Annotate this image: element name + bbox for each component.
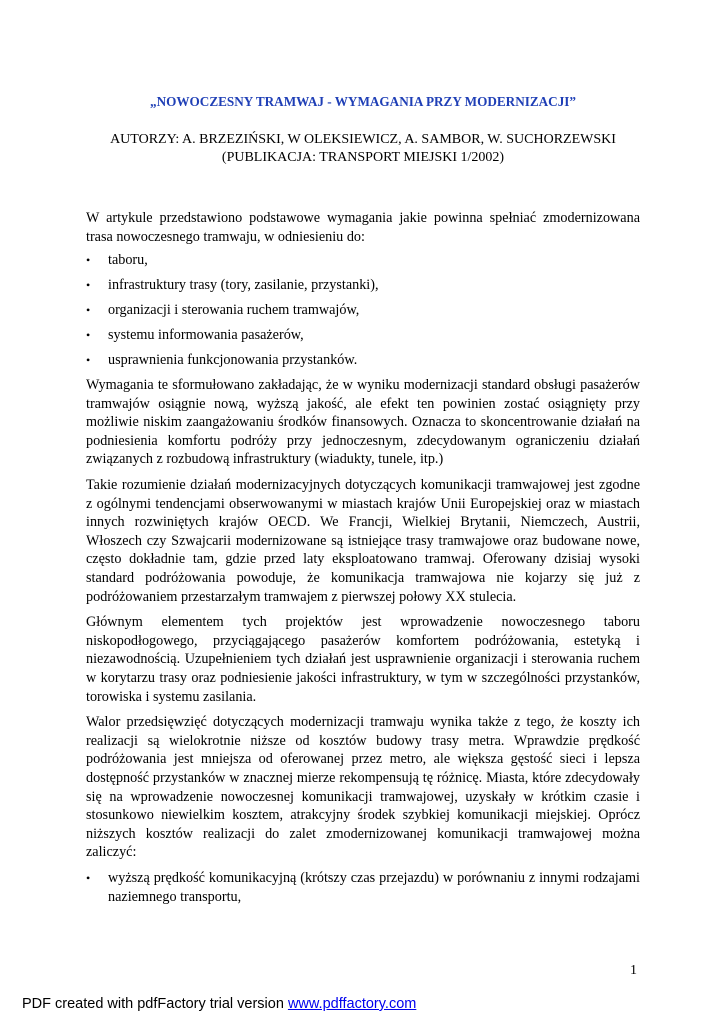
bullet-icon: • bbox=[86, 253, 91, 268]
authors-block bbox=[86, 131, 640, 167]
publication-line: (PUBLIKACJA: TRANSPORT MIEJSKI 1/2002) bbox=[221, 150, 505, 165]
list-item bbox=[86, 276, 640, 295]
bullet-icon: • bbox=[86, 278, 91, 293]
paragraph: Walor przedsięwzięć dotyczących modernizacji tramwaju wynika także z tego, że koszty ich realizacji są wielokrotnie niższe od kosztów budowy trasy metra. Wprawdzie prędkość podróżowania jest mniejsza od oferowanej przez metro, ale większa gęstość sieci i lepsza dostępność przystanków w znacznej mierze rekompensują tę różnicę. Miasta, które zdecydowały się na wprowadzenie nowoczesnej komunikacji tramwajowej, uzyskały w krótkim czasie i stosunkowo niewielkim kosztem, atrakcyjny środek szybkiej komunikacji miejskiej. Oprócz niższych kosztów realizacji do zalet zmodernizowanej komunikacji tramwajowej można zaliczyć: bbox=[86, 714, 640, 861]
list-item bbox=[86, 351, 640, 370]
list-item bbox=[86, 326, 640, 345]
paragraph: Głównym elementem tych projektów jest wprowadzenie nowoczesnego taboru niskopodłogowego, przyciągającego pasażerów komfortem podróżowania, estetyką i niezawodnością. Uzupełnieniem tych działań jest usprawnienie organizacji i sterowania ruchem w korytarzu trasy oraz podniesienie jakości infrastruktury, w tym w szczególności przystanków, torowiska i systemu zasilania. bbox=[86, 614, 640, 705]
paragraph: Wymagania te sformułowano zakładając, że w wyniku modernizacji standard obsługi pasażerów tramwajów osiągnie nową, wyższą jakość, ale efekt ten powinien zostać osiągnięty przy możliwie niskim zaangażowaniu środków finansowych. Oznacza to skoncentrowanie działań na podniesienia komfortu podróży przy jednoczesnym, zdecydowanym ograniczeniu działań związanych z rozbudową infrastruktury (wiadukty, tunele, itp.) bbox=[86, 377, 640, 468]
list-item-text: systemu informowania pasażerów, bbox=[108, 327, 304, 344]
document-title: „NOWOCZESNY TRAMWAJ - WYMAGANIA PRZY MODERNIZACJI” bbox=[149, 94, 577, 109]
list-item-text: taboru, bbox=[108, 252, 148, 269]
requirements-list bbox=[86, 251, 640, 370]
bullet-icon: • bbox=[86, 870, 91, 885]
list-item bbox=[86, 251, 640, 270]
list-item bbox=[86, 301, 640, 320]
authors-line: AUTORZY: A. BRZEZIŃSKI, W OLEKSIEWICZ, A. SAMBOR, W. SUCHORZEWSKI bbox=[110, 132, 616, 147]
footer-text: PDF created with pdfFactory trial version bbox=[22, 996, 288, 1012]
list-item-text: wyższą prędkość komunikacyjną (krótszy czas przejazdu) w porównaniu z innymi rodzajami naziemnego transportu, bbox=[108, 869, 640, 905]
page-number: 1 bbox=[630, 963, 637, 978]
footer-link[interactable]: www.pdffactory.com bbox=[287, 996, 417, 1012]
list-item-text: usprawnienia funkcjonowania przystanków. bbox=[108, 352, 358, 369]
paragraph: Takie rozumienie działań modernizacyjnych dotyczących komunikacji tramwajowej jest zgodne z ogólnymi tendencjami obserwowanymi w miastach krajów Unii Europejskiej oraz w miastach innych rozwiniętych krajów OECD. We Francji, Wielkiej Brytanii, Niemczech, Austrii, Włoszech czy Szwajcarii modernizowane są istniejące trasy tramwajowe oraz budowane nowe, często dokładnie tam, gdzie przed laty eksploatowano tramwaj. Oferowany dzisiaj wysoki standard podróżowania powoduje, że komunikacja tramwajowa nie kojarzy się już z podróżowaniem przestarzałym tramwajem z pierwszej połowy XX stulecia. bbox=[86, 477, 640, 605]
list-item bbox=[86, 869, 640, 906]
list-item-text: organizacji i sterowania ruchem tramwajów, bbox=[108, 302, 360, 319]
bullet-icon: • bbox=[86, 353, 91, 368]
list-item-text: infrastruktury trasy (tory, zasilanie, przystanki), bbox=[108, 277, 379, 294]
bullet-icon: • bbox=[86, 303, 91, 318]
bullet-icon: • bbox=[86, 328, 91, 343]
pdf-footer bbox=[22, 996, 416, 1012]
advantages-list bbox=[86, 869, 640, 906]
intro-paragraph: W artykule przedstawiono podstawowe wymagania jakie powinna spełniać zmodernizowana trasa nowoczesnego tramwaju, w odniesieniu do: bbox=[86, 210, 640, 245]
document-body bbox=[86, 209, 640, 913]
